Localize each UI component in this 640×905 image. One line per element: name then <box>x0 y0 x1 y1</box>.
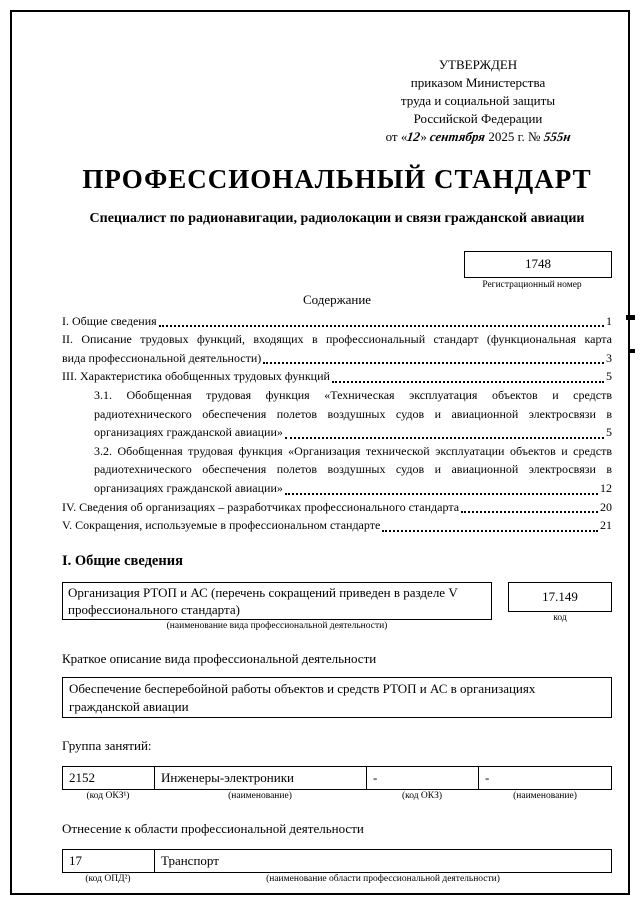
approval-block <box>352 56 604 146</box>
registration-caption: Регистрационный номер <box>482 279 582 290</box>
toc-page-number: 3 <box>606 350 612 365</box>
toc-entry-text: организациях гражданской авиации» <box>94 425 283 440</box>
toc-page-number: 5 <box>606 425 612 440</box>
toc-entry-text: III. Характеристика обобщенных трудовых функций <box>62 369 330 384</box>
dotted-leader <box>285 493 598 495</box>
dotted-leader <box>285 437 604 439</box>
approval-date-prefix: от « <box>385 128 408 144</box>
table-of-contents <box>62 312 612 535</box>
table-cell-okz-name-2: - <box>485 770 490 786</box>
toc-entry-text: II. Описание трудовых функций, входящих в профессиональный стандарт (функциональная карта <box>62 332 612 347</box>
toc-entry-3 <box>62 367 612 386</box>
approval-date-mid: » <box>420 128 431 144</box>
table-cell-opd-name: Транспорт <box>161 853 219 869</box>
occupation-group-label: Группа занятий: <box>62 738 152 754</box>
approval-date-suffix: 2025 г. № <box>485 128 544 144</box>
toc-entry-text: 3.2. Обобщенная трудовая функция «Организация технической эксплуатации объектов и средств <box>94 443 612 458</box>
toc-page-number: 5 <box>606 369 612 384</box>
table-caption: (наименование области профессиональной деятельности) <box>266 874 500 885</box>
toc-line <box>62 349 612 368</box>
toc-page-number: 21 <box>600 518 612 533</box>
dotted-leader <box>159 325 604 327</box>
activity-area-label: Отнесение к области профессиональной деятельности <box>62 821 364 837</box>
registration-block <box>62 251 612 290</box>
toc-page-number: 1 <box>606 313 612 328</box>
scan-artifact <box>628 349 635 353</box>
activity-area-table <box>62 849 612 873</box>
activity-name-field <box>62 582 492 631</box>
table-caption: (код ОПД²) <box>85 874 131 885</box>
activity-area-captions <box>62 873 612 884</box>
activity-code-caption: код <box>553 612 567 623</box>
handwritten-order-number: 555н <box>542 128 572 144</box>
section-1-heading: I. Общие сведения <box>62 552 183 569</box>
approval-line-3: труда и социальной защиты <box>400 92 556 108</box>
short-description-box: Обеспечение бесперебойной работы объектов и средств РТОП и АС в организациях гражданской авиации <box>62 677 612 718</box>
toc-entry-text: радиотехнического обеспечения полетов воздушных судов и авиационной электросвязи в <box>94 406 612 421</box>
approval-line-2: приказом Министерства <box>410 74 546 90</box>
dotted-leader <box>332 381 604 383</box>
short-description-label: Краткое описание вида профессиональной деятельности <box>62 651 377 667</box>
activity-name-caption: (наименование вида профессиональной деятельности) <box>166 621 388 632</box>
activity-name-cell: Организация РТОП и АС (перечень сокращений приведен в разделе V профессионального стандарта) <box>62 582 492 620</box>
table-caption: (наименование) <box>513 791 577 802</box>
approval-line-4: Российской Федерации <box>413 110 543 126</box>
activity-code-box: 17.149 <box>508 582 612 612</box>
toc-line <box>62 367 612 386</box>
toc-entry-text: IV. Сведения об организациях – разработчиках профессионального стандарта <box>62 499 460 514</box>
table-cell-okz-name: Инженеры-электроники <box>155 767 367 789</box>
table-caption: (наименование) <box>228 791 292 802</box>
toc-line <box>62 312 612 331</box>
toc-entry-text: радиотехнического обеспечения полетов воздушных судов и авиационной электросвязи в <box>94 462 612 477</box>
toc-entry-3-2 <box>94 442 612 498</box>
registration-number: 1748 <box>525 256 551 272</box>
toc-entry-text: организациях гражданской авиации» <box>94 481 283 496</box>
toc-entry-text: 3.1. Обобщенная трудовая функция «Техническая эксплуатация объектов и средств <box>94 388 612 403</box>
toc-entry-4 <box>62 498 612 517</box>
toc-entry-2 <box>62 330 612 367</box>
toc-page-number: 20 <box>600 499 612 514</box>
toc-heading: Содержание <box>302 291 372 307</box>
toc-page-number: 12 <box>600 481 612 496</box>
toc-entry-text: I. Общие сведения <box>62 313 157 328</box>
occupation-group-captions <box>62 790 612 801</box>
activity-code-field <box>508 582 612 631</box>
table-cell-okz-code-2: - <box>367 767 479 789</box>
handwritten-month: сентября <box>429 128 487 144</box>
toc-line <box>94 479 612 498</box>
approval-line-1: УТВЕРЖДЕН <box>438 57 518 72</box>
toc-line <box>94 423 612 442</box>
scan-artifact <box>626 315 635 320</box>
toc-line <box>62 516 612 535</box>
dotted-leader <box>382 530 598 532</box>
document-title: ПРОФЕССИОНАЛЬНЫЙ СТАНДАРТ <box>82 163 592 194</box>
toc-entry-3-1 <box>94 386 612 442</box>
approval-date-line <box>352 128 604 146</box>
activity-type-row <box>62 582 612 631</box>
document-subtitle: Специалист по радионавигации, радиолокации и связи гражданской авиации <box>89 210 585 226</box>
toc-entry-1 <box>62 312 612 331</box>
toc-entry-text: V. Сокращения, используемые в профессиональном стандарте <box>62 518 381 533</box>
registration-number-box <box>464 251 612 278</box>
handwritten-day: 12 <box>406 128 422 144</box>
table-cell-okz-code: 2152 <box>63 767 155 789</box>
toc-entry-text: вида профессиональной деятельности) <box>62 350 262 365</box>
page-border-frame <box>10 10 630 895</box>
table-caption: (код ОКЗ) <box>401 791 443 802</box>
table-caption: (код ОКЗ¹) <box>86 791 130 802</box>
dotted-leader <box>263 362 604 364</box>
dotted-leader <box>461 511 598 513</box>
occupation-group-table <box>62 766 612 790</box>
toc-entry-5 <box>62 516 612 535</box>
table-cell-opd-code: 17 <box>63 850 155 872</box>
toc-line <box>62 498 612 517</box>
